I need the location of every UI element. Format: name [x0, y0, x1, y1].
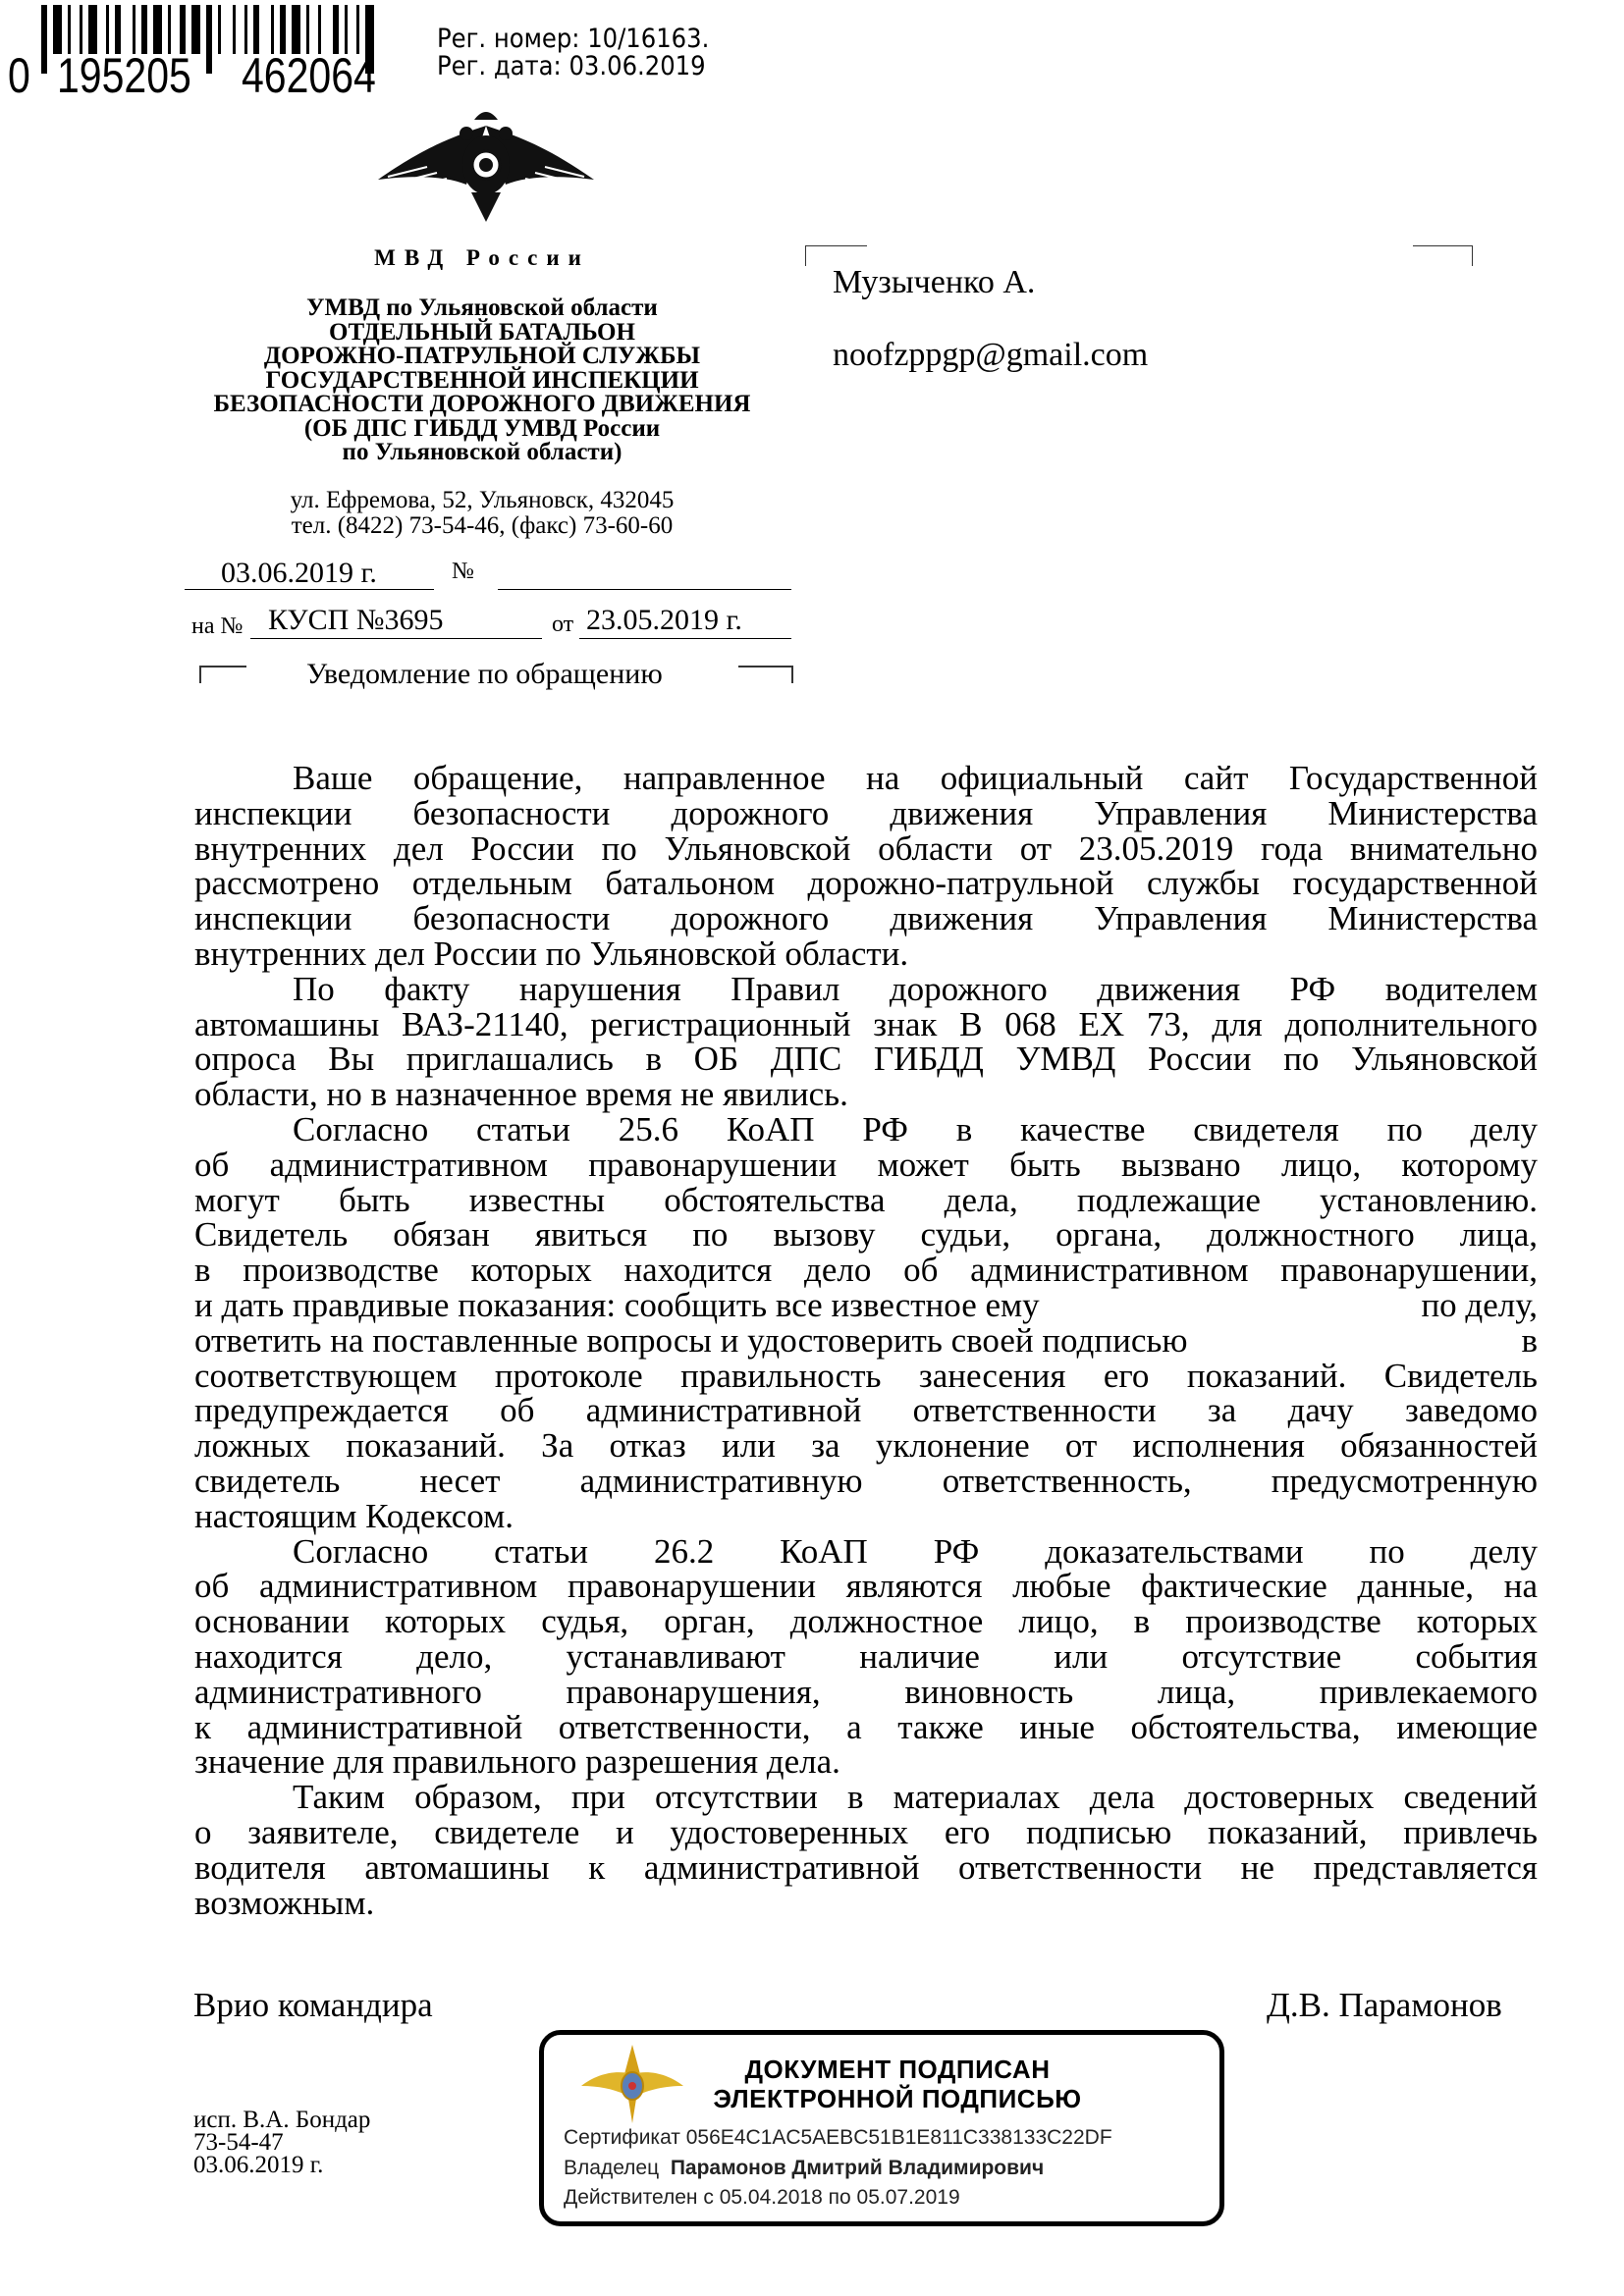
subject-bracket-left [199, 666, 246, 683]
barcode-bar [280, 5, 286, 54]
paragraph-line: административного правонарушения, виновность лица, привлекаемого [194, 1672, 1538, 1711]
barcode-bar [253, 5, 259, 54]
paragraph-line [194, 1320, 1538, 1360]
barcode-bar [206, 5, 212, 74]
barcode-bar [153, 5, 162, 54]
org-line: УМВД по Ульяновской области [306, 294, 658, 321]
paragraph-line: настоящим Кодексом. [194, 1496, 514, 1535]
ref-date-underline [579, 638, 791, 639]
stamp-validity: Действителен с 05.04.2018 по 05.07.2019 [564, 2186, 960, 2209]
paragraph [194, 1531, 1538, 1782]
paragraph-line: значение для правильного разрешения дела. [194, 1742, 840, 1782]
paragraph-line: к административной ответственности, а также иные обстоятельства, имеющие [194, 1707, 1538, 1746]
signatory-position: Врио командира [193, 1986, 433, 2024]
paragraph-line: инспекции безопасности дорожного движения Управления Министерства [194, 899, 1538, 938]
owner-value: Парамонов Дмитрий Владимирович [670, 2157, 1045, 2179]
paragraph-line: внутренних дел России по Ульяновской области от 23.05.2019 года внимательно [194, 828, 1538, 868]
recipient-email: noofzppgp@gmail.com [833, 337, 1149, 373]
signatory-name: Д.В. Парамонов [1267, 1986, 1502, 2024]
paragraph-line: в производстве которых находится дело об административном правонарушении, [194, 1251, 1538, 1290]
org-line: БЕЗОПАСНОСТИ ДОРОЖНОГО ДВИЖЕНИЯ [213, 391, 751, 417]
paragraph [194, 761, 1538, 972]
paragraph-line: Согласно статьи 25.6 КоАП РФ в качестве свидетеля по делу [293, 1109, 1538, 1148]
line-segment: ответить на поставленные вопросы и удостоверить своей подписью [194, 1320, 1188, 1360]
barcode-bar [318, 5, 321, 54]
executor-date: 03.06.2019 г. [193, 2152, 324, 2178]
line-segment: и дать правдивые показания: сообщить все известное ему [194, 1285, 1040, 1324]
barcode-bar [233, 5, 236, 54]
gold-emblem-icon [581, 2045, 683, 2123]
number-label: № [452, 559, 474, 584]
barcode-bar [133, 5, 135, 54]
barcode-bar [168, 5, 171, 54]
paragraph-line: водителя автомашины к административной ответственности не представляется [194, 1847, 1538, 1887]
org-line: ГОСУДАРСТВЕННОЙ ИНСПЕКЦИИ [265, 366, 699, 394]
org-phone: тел. (8422) 73-54-46, (факс) 73-60-60 [291, 512, 674, 539]
paragraph-line: области, но в назначенное время не явились. [194, 1075, 848, 1114]
paragraph-line: об административном правонарушении являются любые фактические данные, на [194, 1567, 1538, 1606]
subject-bracket-right [738, 666, 793, 683]
stamp-owner [564, 2157, 1044, 2180]
paragraph-line [194, 1285, 1538, 1324]
barcode-bar [41, 5, 47, 74]
subject: Уведомление по обращению [306, 658, 663, 690]
barcode-bar [306, 5, 309, 54]
paragraph-line: соответствующем протоколе правильность занесения его показаний. Свидетель [194, 1356, 1538, 1395]
date-underline [185, 589, 434, 590]
stamp-title-line-2: ЭЛЕКТРОННОЙ ПОДПИСЬЮ [713, 2084, 1082, 2113]
barcode-bar [106, 5, 109, 54]
certificate-label: Сертификат [564, 2126, 680, 2149]
number-underline [498, 589, 791, 590]
reg-date: Рег. дата: 03.06.2019 [437, 51, 706, 81]
barcode-bar [191, 5, 200, 54]
barcode-bar [68, 5, 71, 54]
executor-phone: 73-54-47 [193, 2129, 284, 2156]
ref-date: 23.05.2019 г. [586, 604, 742, 636]
stamp-certificate [564, 2126, 1112, 2150]
paragraph-line: предупреждается об административной ответственности за дачу заведомо [194, 1391, 1538, 1430]
barcode-digits: 195205 [57, 48, 191, 103]
barcode-bar [53, 5, 62, 54]
paragraph-line: внутренних дел России по Ульяновской области. [194, 934, 909, 973]
paragraph-line: могут быть известны обстоятельства дела, подлежащие установлению. [194, 1180, 1538, 1219]
barcode-bar [292, 5, 300, 54]
document-date: 03.06.2019 г. [221, 557, 377, 589]
barcode-bar [80, 5, 82, 54]
executor-info [193, 2109, 370, 2176]
paragraph-line: основании которых судья, орган, должностное лицо, в производстве которых [194, 1602, 1538, 1641]
barcode-bar [88, 5, 97, 54]
barcode-digit: 0 [8, 48, 30, 103]
organization-name [177, 296, 787, 465]
recipient-bracket-right [1413, 245, 1473, 266]
barcode-bar [180, 5, 186, 54]
barcode-bar [333, 5, 339, 54]
barcode-bar [218, 5, 221, 54]
barcode-bar [345, 5, 348, 54]
letter-body [194, 761, 1538, 1920]
paragraph-line: рассмотрено отдельным батальоном дорожно-патрульной службы государственной [194, 864, 1538, 903]
electronic-signature-stamp [539, 2030, 1224, 2226]
executor-name: исп. В.А. Бондар [193, 2107, 371, 2133]
paragraph-line: о заявителе, свидетеле и удостоверенных его подписью показаний, привлечь [194, 1812, 1538, 1851]
ref-number-underline [250, 638, 542, 639]
ref-label: на № [191, 614, 244, 639]
paragraph-line: ложных показаний. За отказ или за уклонение от исполнения обязанностей [194, 1426, 1538, 1466]
certificate-value: 056E4C1AC5AEBC51B1E811C338133C22DF [685, 2126, 1112, 2149]
org-contacts [177, 488, 787, 539]
barcode-bar [356, 5, 359, 54]
barcode-bar [244, 5, 247, 54]
paragraph-line: свидетель несет административную ответственность, предусмотренную [194, 1461, 1538, 1500]
org-line: ОТДЕЛЬНЫЙ БАТАЛЬОН [329, 318, 635, 346]
paragraph-line: опроса Вы приглашались в ОБ ДПС ГИБДД УМВД России по Ульяновской [194, 1040, 1538, 1079]
barcode-bar [141, 5, 147, 54]
eagle-emblem-icon [368, 106, 604, 224]
org-line: по Ульяновской области) [342, 439, 623, 465]
paragraph [194, 1109, 1538, 1535]
paragraph-line: Согласно статьи 26.2 КоАП РФ доказательствами по делу [293, 1531, 1538, 1571]
ministry-title: МВД России [374, 245, 590, 270]
paragraph-line: инспекции безопасности дорожного движения Управления Министерства [194, 793, 1538, 832]
line-segment: по делу, [1421, 1285, 1538, 1324]
paragraph [194, 1780, 1538, 1920]
paragraph-line: находится дело, устанавливают наличие или отсутствие события [194, 1636, 1538, 1676]
org-address: ул. Ефремова, 52, Ульяновск, 432045 [290, 487, 675, 513]
reg-number: Рег. номер: 10/16163. [437, 24, 710, 54]
ref-number: КУСП №3695 [268, 604, 444, 636]
paragraph-line: По факту нарушения Правил дорожного движения РФ водителем [293, 969, 1538, 1008]
paragraph-line: об административном правонарушении может быть вызвано лицо, которому [194, 1145, 1538, 1184]
paragraph-line: автомашины ВАЗ-21140, регистрационный знак В 068 ЕХ 73, для дополнительного [194, 1004, 1538, 1043]
paragraph-line: Свидетель обязан явиться по вызову судьи, органа, должностного лица, [194, 1215, 1538, 1255]
ref-from-label: от [552, 612, 574, 637]
paragraph-line: возможным. [194, 1883, 375, 1922]
paragraph-line: Таким образом, при отсутствии в материалах дела достоверных сведений [293, 1778, 1538, 1817]
org-line: (ОБ ДПС ГИБДД УМВД России [303, 414, 661, 442]
barcode-bar [271, 5, 274, 54]
line-segment: в [1521, 1320, 1538, 1360]
org-line: ДОРОЖНО-ПАТРУЛЬНОЙ СЛУЖБЫ [263, 343, 701, 369]
paragraph-line: Ваше обращение, направленное на официальный сайт Государственной [293, 759, 1538, 797]
stamp-title-line-1: ДОКУМЕНТ ПОДПИСАН [744, 2055, 1051, 2084]
recipient-bracket-left [805, 245, 867, 266]
barcode-bar [115, 5, 121, 54]
paragraph [194, 969, 1538, 1114]
owner-label: Владелец [564, 2157, 660, 2179]
barcode-digits: 462064 [242, 48, 376, 103]
recipient-name: Музыченко А. [833, 264, 1036, 300]
